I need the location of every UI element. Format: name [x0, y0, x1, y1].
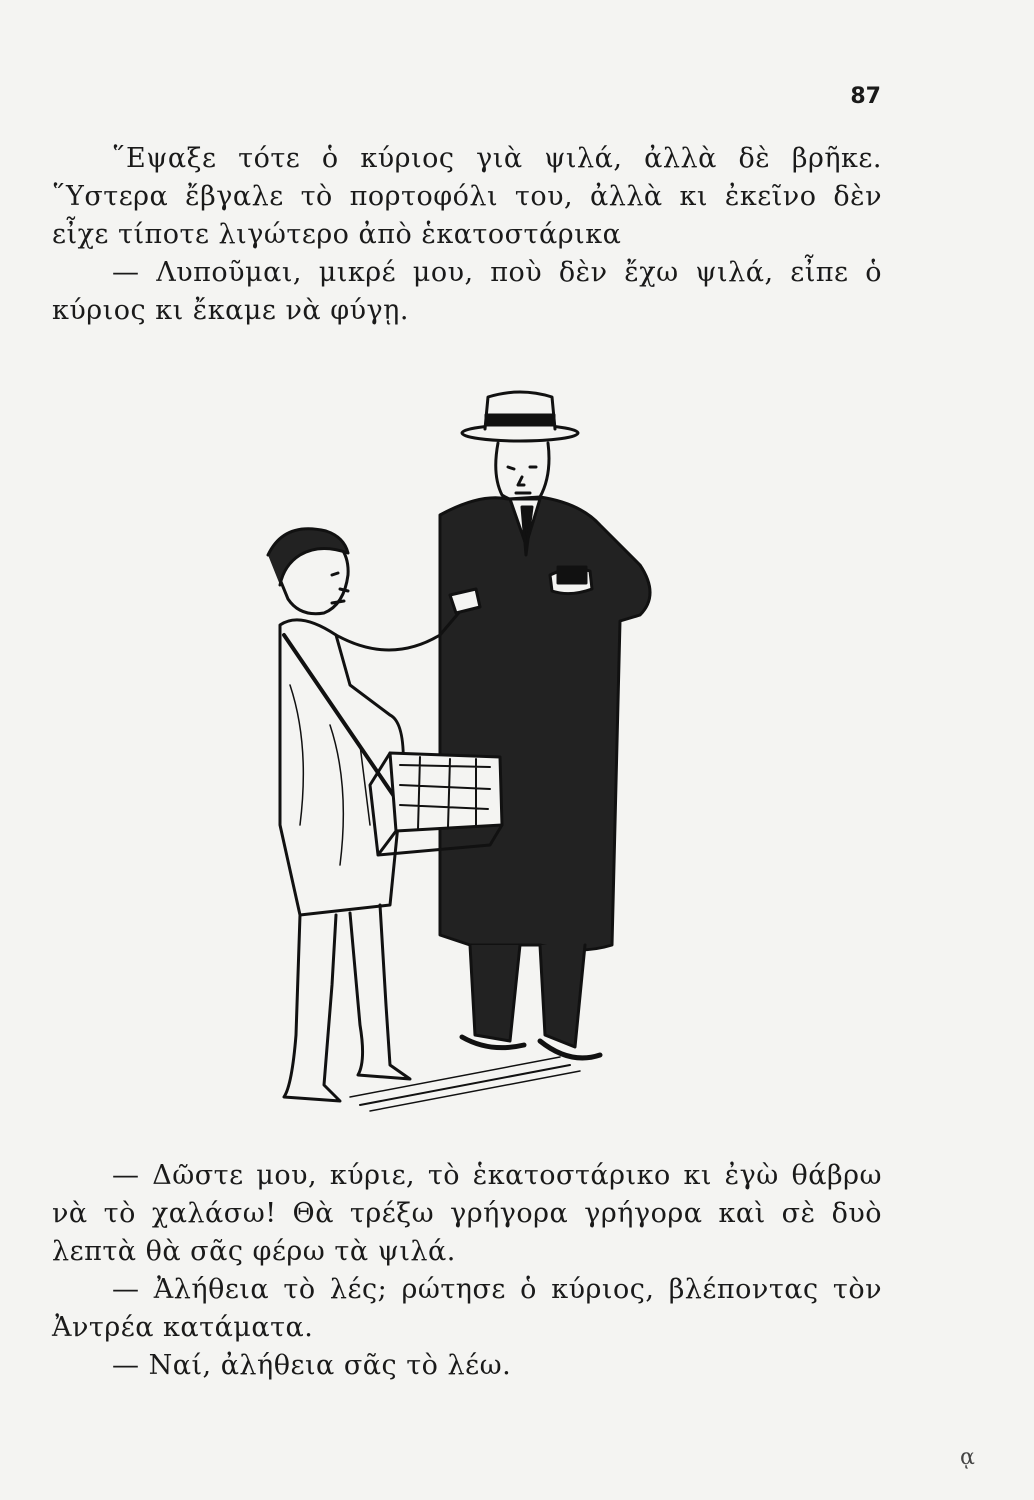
paragraph-1: ῞Εψαξε τότε ὁ κύριος γιὰ ψιλά, ἀλλὰ δὲ βρῆκε. ῞Υστερα ἔβγαλε τὸ πορτοφόλι του, ἀλλὰ κι ἐκεῖνο δὲν εἶχε τίποτε λιγώτερο ἀπὸ ἑκατοστάρικα: [52, 143, 882, 250]
paragraph-4: — Ἀλήθεια τὸ λές; ρώτησε ὁ κύριος, βλέποντας τὸν Ἀντρέα κατάματα.: [52, 1274, 882, 1343]
illustration-boy-and-gentleman: [240, 385, 700, 1125]
paragraph-2: — Λυποῦμαι, μικρέ μου, ποὺ δὲν ἔχω ψιλά, εἶπε ὁ κύριος κι ἔκαμε νὰ φύγῃ.: [52, 257, 882, 326]
paragraph-5: — Ναί, ἀλήθεια σᾶς τὸ λέω.: [112, 1350, 512, 1381]
top-text: [52, 140, 882, 330]
paragraph-3: — Δῶστε μου, κύριε, τὸ ἑκατοστάρικο κι ἐγὼ θάβρω νὰ τὸ χαλάσω! Θὰ τρέξω γρήγορα γρήγορα καὶ σὲ δυὸ λεπτὰ θὰ σᾶς φέρω τὰ ψιλά.: [52, 1160, 882, 1267]
page-number: 87: [850, 84, 881, 109]
corner-mark: ᾳ: [960, 1445, 975, 1470]
bottom-text: [52, 1157, 882, 1385]
